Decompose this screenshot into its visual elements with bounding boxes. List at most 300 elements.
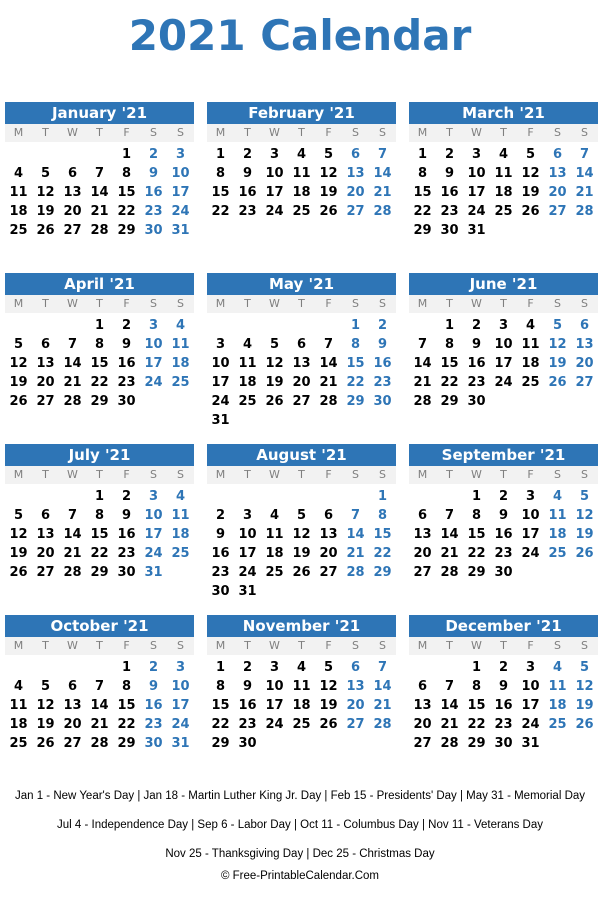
day-cell: 7 [444, 508, 455, 523]
day-cell: 6 [40, 508, 51, 523]
day-cell: 14 [413, 356, 432, 371]
month-header: January '21 [5, 102, 194, 124]
day-cell: 22 [440, 375, 459, 390]
month-block [409, 273, 598, 411]
day-cell: 16 [494, 698, 513, 713]
weekday-label: T [446, 297, 453, 310]
day-cell: 30 [373, 394, 392, 409]
weekday-label: M [215, 297, 226, 310]
day-grid [409, 316, 598, 411]
day-cell: 13 [413, 698, 432, 713]
day-grid [207, 316, 396, 430]
day-cell: 2 [498, 660, 509, 675]
empty-cell [5, 658, 32, 677]
day-cell: 19 [521, 185, 540, 200]
day-cell: 18 [9, 717, 28, 732]
weekday-label: M [13, 126, 24, 139]
day-cell: 1 [444, 318, 455, 333]
day-cell: 12 [265, 356, 284, 371]
month-block [207, 102, 396, 221]
weekday-header-row [409, 295, 598, 313]
day-cell: 14 [90, 185, 109, 200]
day-cell: 12 [9, 356, 28, 371]
weekday-label: T [244, 126, 251, 139]
day-cell: 13 [575, 337, 594, 352]
day-cell: 25 [265, 565, 284, 580]
page-title: 2021 Calendar [128, 11, 472, 60]
day-cell: 12 [319, 679, 338, 694]
day-cell: 22 [413, 204, 432, 219]
day-cell: 9 [242, 166, 253, 181]
day-cell: 19 [575, 698, 594, 713]
day-cell: 7 [417, 337, 428, 352]
day-cell: 15 [211, 185, 230, 200]
day-cell: 7 [350, 508, 361, 523]
weekday-label: T [244, 297, 251, 310]
day-cell: 9 [242, 679, 253, 694]
empty-cell [342, 487, 369, 506]
day-cell: 31 [171, 223, 190, 238]
weekday-label: T [500, 126, 507, 139]
day-cell: 25 [171, 375, 190, 390]
day-cell: 26 [521, 204, 540, 219]
day-cell: 20 [413, 717, 432, 732]
weekday-label: F [527, 297, 534, 310]
weekday-label: T [500, 468, 507, 481]
day-cell: 12 [36, 698, 55, 713]
day-cell: 10 [171, 679, 190, 694]
day-cell: 6 [350, 660, 361, 675]
day-cell: 1 [377, 489, 388, 504]
day-cell: 17 [521, 698, 540, 713]
day-cell: 8 [471, 508, 482, 523]
holiday-line: Nov 25 - Thanksgiving Day | Dec 25 - Christmas Day [165, 848, 435, 860]
weekday-label: T [244, 639, 251, 652]
empty-cell [32, 316, 59, 335]
weekday-label: M [215, 126, 226, 139]
day-cell: 28 [90, 736, 109, 751]
day-cell: 8 [215, 679, 226, 694]
day-cell: 3 [269, 660, 280, 675]
day-cell: 14 [319, 356, 338, 371]
empty-cell [315, 316, 342, 335]
day-cell: 2 [121, 489, 132, 504]
day-cell: 2 [148, 660, 159, 675]
day-cell: 7 [377, 660, 388, 675]
day-cell: 23 [117, 546, 136, 561]
day-cell: 3 [242, 508, 253, 523]
day-cell: 24 [171, 204, 190, 219]
day-grid [5, 658, 194, 753]
day-cell: 15 [117, 698, 136, 713]
weekday-label: S [177, 468, 184, 481]
day-cell: 5 [323, 147, 334, 162]
weekday-label: S [554, 126, 561, 139]
day-cell: 5 [40, 166, 51, 181]
empty-cell [409, 487, 436, 506]
weekday-header-row [207, 295, 396, 313]
day-cell: 27 [319, 565, 338, 580]
month-header: September '21 [409, 444, 598, 466]
day-cell: 30 [211, 584, 230, 599]
day-cell: 2 [242, 660, 253, 675]
month-block [5, 273, 194, 411]
day-cell: 21 [90, 717, 109, 732]
day-cell: 26 [9, 565, 28, 580]
day-cell: 12 [319, 166, 338, 181]
weekday-label: T [500, 297, 507, 310]
day-cell: 19 [265, 375, 284, 390]
weekday-label: S [352, 297, 359, 310]
day-cell: 21 [90, 204, 109, 219]
day-cell: 25 [9, 736, 28, 751]
weekday-label: T [42, 639, 49, 652]
day-cell: 26 [575, 546, 594, 561]
day-cell: 4 [498, 147, 509, 162]
day-cell: 7 [67, 337, 78, 352]
day-cell: 29 [467, 736, 486, 751]
day-cell: 4 [525, 318, 536, 333]
day-cell: 20 [346, 185, 365, 200]
weekday-header-row [5, 124, 194, 142]
day-cell: 25 [548, 717, 567, 732]
empty-cell [436, 658, 463, 677]
day-cell: 16 [467, 356, 486, 371]
day-cell: 7 [67, 508, 78, 523]
day-cell: 6 [40, 337, 51, 352]
month-header: October '21 [5, 615, 194, 637]
weekday-label: M [215, 468, 226, 481]
day-cell: 31 [144, 565, 163, 580]
day-cell: 21 [440, 717, 459, 732]
empty-cell [409, 316, 436, 335]
weekday-label: S [177, 126, 184, 139]
day-cell: 16 [238, 698, 257, 713]
day-cell: 14 [440, 698, 459, 713]
empty-cell [32, 145, 59, 164]
day-cell: 23 [467, 375, 486, 390]
day-cell: 30 [494, 565, 513, 580]
day-cell: 5 [525, 147, 536, 162]
day-cell: 4 [296, 147, 307, 162]
day-cell: 1 [121, 660, 132, 675]
day-cell: 1 [471, 660, 482, 675]
empty-cell [436, 487, 463, 506]
day-cell: 3 [471, 147, 482, 162]
day-cell: 21 [373, 698, 392, 713]
day-cell: 3 [525, 489, 536, 504]
weekday-label: W [67, 639, 78, 652]
day-cell: 19 [319, 185, 338, 200]
weekday-label: S [352, 468, 359, 481]
day-cell: 30 [144, 223, 163, 238]
weekday-header-row [5, 295, 194, 313]
empty-cell [32, 487, 59, 506]
day-cell: 6 [350, 147, 361, 162]
weekday-label: S [379, 297, 386, 310]
day-cell: 17 [521, 527, 540, 542]
day-cell: 28 [373, 204, 392, 219]
day-cell: 2 [148, 147, 159, 162]
day-cell: 5 [323, 660, 334, 675]
day-cell: 9 [377, 337, 388, 352]
month-header: December '21 [409, 615, 598, 637]
day-cell: 29 [211, 736, 230, 751]
day-cell: 14 [575, 166, 594, 181]
day-cell: 2 [215, 508, 226, 523]
day-cell: 27 [63, 736, 82, 751]
day-cell: 7 [94, 166, 105, 181]
day-cell: 23 [117, 375, 136, 390]
day-cell: 18 [265, 546, 284, 561]
day-cell: 2 [377, 318, 388, 333]
day-cell: 11 [9, 698, 28, 713]
empty-cell [86, 145, 113, 164]
day-cell: 19 [319, 698, 338, 713]
day-cell: 15 [117, 185, 136, 200]
empty-cell [207, 487, 234, 506]
day-cell: 21 [63, 546, 82, 561]
weekday-label: W [67, 468, 78, 481]
weekday-header-row [409, 466, 598, 484]
day-cell: 2 [242, 147, 253, 162]
day-cell: 10 [494, 337, 513, 352]
day-cell: 30 [238, 736, 257, 751]
day-cell: 26 [319, 204, 338, 219]
day-cell: 12 [575, 508, 594, 523]
day-cell: 29 [373, 565, 392, 580]
weekday-label: W [67, 297, 78, 310]
day-grid [207, 145, 396, 221]
day-cell: 16 [144, 698, 163, 713]
day-cell: 27 [548, 204, 567, 219]
empty-cell [234, 316, 261, 335]
day-cell: 24 [265, 717, 284, 732]
weekday-label: F [527, 639, 534, 652]
day-cell: 28 [413, 394, 432, 409]
day-cell: 30 [494, 736, 513, 751]
day-cell: 25 [521, 375, 540, 390]
day-cell: 17 [238, 546, 257, 561]
day-cell: 14 [373, 679, 392, 694]
day-cell: 14 [440, 527, 459, 542]
day-cell: 1 [215, 660, 226, 675]
weekday-label: S [379, 126, 386, 139]
weekday-label: S [379, 468, 386, 481]
day-cell: 19 [9, 546, 28, 561]
day-cell: 1 [94, 318, 105, 333]
empty-cell [59, 658, 86, 677]
day-cell: 26 [319, 717, 338, 732]
day-cell: 18 [548, 527, 567, 542]
day-cell: 26 [292, 565, 311, 580]
day-cell: 4 [175, 489, 186, 504]
day-cell: 4 [242, 337, 253, 352]
empty-cell [288, 316, 315, 335]
day-cell: 24 [144, 375, 163, 390]
day-cell: 5 [552, 318, 563, 333]
day-grid [409, 487, 598, 582]
weekday-label: S [379, 639, 386, 652]
weekday-label: S [581, 468, 588, 481]
day-cell: 20 [63, 204, 82, 219]
day-cell: 17 [144, 356, 163, 371]
day-cell: 7 [323, 337, 334, 352]
day-cell: 17 [211, 375, 230, 390]
day-cell: 1 [417, 147, 428, 162]
day-cell: 10 [521, 679, 540, 694]
day-cell: 28 [575, 204, 594, 219]
day-cell: 17 [265, 185, 284, 200]
day-cell: 24 [211, 394, 230, 409]
day-cell: 6 [552, 147, 563, 162]
day-cell: 19 [548, 356, 567, 371]
day-cell: 24 [238, 565, 257, 580]
day-cell: 6 [296, 337, 307, 352]
day-cell: 27 [36, 394, 55, 409]
day-cell: 10 [521, 508, 540, 523]
day-cell: 4 [13, 679, 24, 694]
day-cell: 7 [579, 147, 590, 162]
day-cell: 24 [521, 717, 540, 732]
day-cell: 29 [440, 394, 459, 409]
day-cell: 26 [36, 736, 55, 751]
day-cell: 3 [148, 489, 159, 504]
day-cell: 3 [175, 147, 186, 162]
day-cell: 2 [498, 489, 509, 504]
day-cell: 22 [467, 717, 486, 732]
day-cell: 28 [346, 565, 365, 580]
day-cell: 1 [121, 147, 132, 162]
day-cell: 25 [292, 204, 311, 219]
weekday-label: F [123, 468, 130, 481]
day-cell: 13 [36, 527, 55, 542]
day-grid [5, 316, 194, 411]
day-cell: 13 [319, 527, 338, 542]
day-cell: 22 [467, 546, 486, 561]
day-cell: 15 [373, 527, 392, 542]
day-cell: 11 [292, 679, 311, 694]
weekday-label: F [325, 639, 332, 652]
weekday-label: M [13, 297, 24, 310]
day-cell: 13 [548, 166, 567, 181]
month-header: March '21 [409, 102, 598, 124]
weekday-header-row [207, 466, 396, 484]
day-cell: 21 [373, 185, 392, 200]
weekday-label: F [527, 468, 534, 481]
day-cell: 27 [346, 717, 365, 732]
day-cell: 18 [548, 698, 567, 713]
day-cell: 10 [265, 679, 284, 694]
month-header: June '21 [409, 273, 598, 295]
day-cell: 8 [121, 679, 132, 694]
day-cell: 31 [211, 413, 230, 428]
weekday-label: T [500, 639, 507, 652]
day-cell: 17 [265, 698, 284, 713]
day-cell: 8 [94, 337, 105, 352]
day-cell: 25 [548, 546, 567, 561]
day-cell: 27 [36, 565, 55, 580]
day-cell: 11 [494, 166, 513, 181]
day-cell: 25 [171, 546, 190, 561]
day-cell: 10 [171, 166, 190, 181]
day-cell: 11 [548, 508, 567, 523]
day-cell: 31 [467, 223, 486, 238]
holiday-line: Jul 4 - Independence Day | Sep 6 - Labor Day | Oct 11 - Columbus Day | Nov 11 - Veterans Day [56, 819, 544, 831]
day-cell: 3 [525, 660, 536, 675]
weekday-label: S [150, 126, 157, 139]
day-cell: 1 [350, 318, 361, 333]
day-cell: 17 [171, 185, 190, 200]
weekday-label: S [150, 468, 157, 481]
month-block [409, 615, 598, 753]
day-cell: 8 [377, 508, 388, 523]
weekday-label: T [96, 468, 103, 481]
day-cell: 19 [36, 717, 55, 732]
day-cell: 16 [117, 527, 136, 542]
month-header: November '21 [207, 615, 396, 637]
day-cell: 24 [521, 546, 540, 561]
day-cell: 9 [148, 166, 159, 181]
day-cell: 14 [373, 166, 392, 181]
day-cell: 20 [36, 375, 55, 390]
day-cell: 4 [269, 508, 280, 523]
day-cell: 22 [90, 375, 109, 390]
weekday-label: M [417, 126, 428, 139]
day-grid [409, 658, 598, 753]
day-cell: 30 [440, 223, 459, 238]
weekday-label: W [269, 297, 280, 310]
day-cell: 6 [67, 679, 78, 694]
weekday-label: F [325, 468, 332, 481]
day-cell: 28 [440, 565, 459, 580]
day-cell: 21 [413, 375, 432, 390]
day-cell: 27 [575, 375, 594, 390]
weekday-label: S [150, 297, 157, 310]
day-cell: 11 [548, 679, 567, 694]
day-cell: 24 [144, 546, 163, 561]
day-cell: 18 [521, 356, 540, 371]
month-header: July '21 [5, 444, 194, 466]
month-block [5, 102, 194, 240]
day-cell: 15 [440, 356, 459, 371]
day-cell: 19 [575, 527, 594, 542]
day-cell: 20 [413, 546, 432, 561]
day-cell: 13 [292, 356, 311, 371]
weekday-label: F [123, 297, 130, 310]
weekday-label: W [471, 468, 482, 481]
day-cell: 26 [9, 394, 28, 409]
month-block [5, 444, 194, 582]
day-cell: 18 [494, 185, 513, 200]
weekday-label: T [298, 126, 305, 139]
weekday-label: T [244, 468, 251, 481]
day-cell: 5 [13, 337, 24, 352]
day-cell: 24 [265, 204, 284, 219]
day-cell: 20 [575, 356, 594, 371]
day-cell: 30 [144, 736, 163, 751]
weekday-label: T [96, 126, 103, 139]
weekday-label: W [471, 297, 482, 310]
empty-cell [59, 145, 86, 164]
day-cell: 3 [498, 318, 509, 333]
day-cell: 16 [494, 527, 513, 542]
day-cell: 11 [238, 356, 257, 371]
day-cell: 6 [417, 508, 428, 523]
weekday-label: T [42, 126, 49, 139]
day-cell: 20 [548, 185, 567, 200]
weekday-label: W [269, 639, 280, 652]
